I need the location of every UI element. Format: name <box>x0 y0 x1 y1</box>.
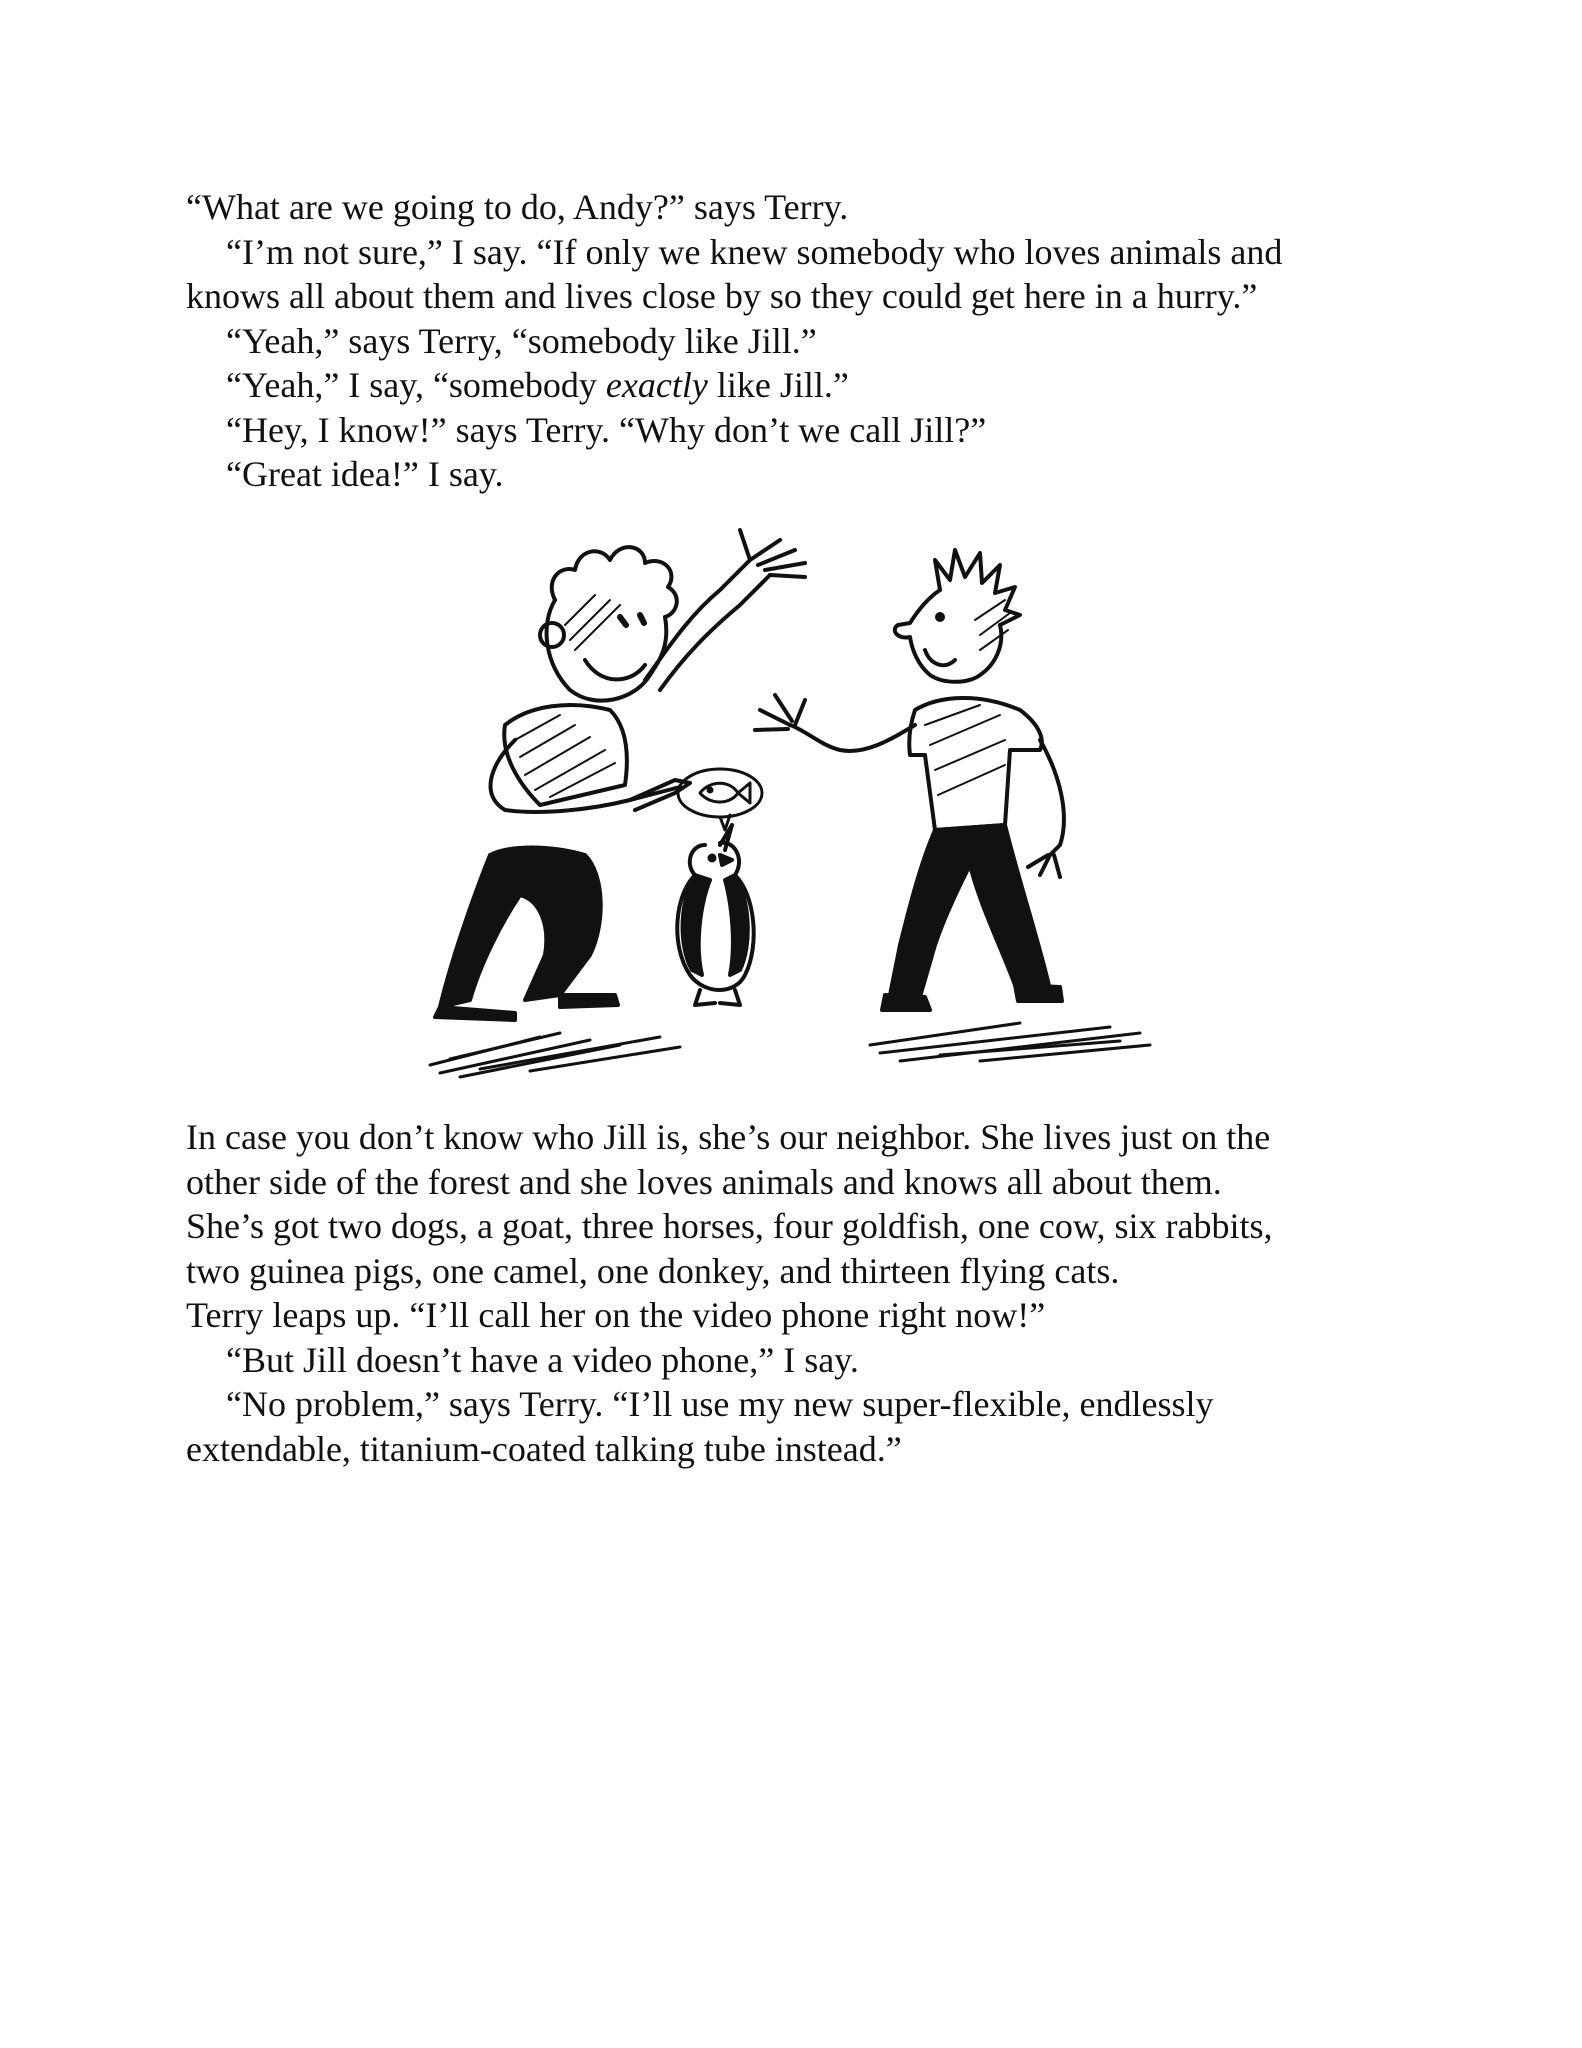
boy-right <box>755 550 1064 1010</box>
paragraph-line: Terry leaps up. “I’ll call her on the video phone right now!” <box>186 1295 1046 1335</box>
paragraph-line: In case you don’t know who Jill is, she’s our neighbor. She lives just on the <box>186 1117 1271 1157</box>
paragraph-line: other side of the forest and she loves animals and knows all about them. <box>186 1161 1222 1202</box>
paragraph-line: “No problem,” says Terry. “I’ll use my new super-flexible, endlessly <box>226 1384 1214 1424</box>
emphasis-text: exactly <box>605 365 708 405</box>
paragraph-line: extendable, titanium-coated talking tube instead.” <box>186 1428 902 1469</box>
paragraph-line: knows all about them and lives close by so they could get here in a hurry.” <box>186 276 1258 316</box>
top-passage <box>186 185 1406 497</box>
ground-shadow <box>430 1023 1150 1077</box>
paragraph-line: She’s got two dogs, a goat, three horses, four goldfish, one cow, six rabbits, <box>186 1206 1273 1246</box>
text-span: like Jill.” <box>707 365 849 405</box>
text-span: “Yeah,” I say, “somebody <box>226 365 606 405</box>
paragraph-line: “What are we going to do, Andy?” says Terry. <box>186 187 849 227</box>
paragraph-line: “Yeah,” says Terry, “somebody like Jill.” <box>226 320 817 361</box>
paragraph-line <box>186 363 1406 408</box>
illustration-two-boys-and-penguin <box>420 525 1160 1085</box>
bottom-passage <box>186 1115 1406 1471</box>
paragraph-line: “I’m not sure,” I say. “If only we knew somebody who loves animals and <box>226 231 1283 272</box>
paragraph-line: “Great idea!” I say. <box>226 454 504 494</box>
paragraph-line: two guinea pigs, one camel, one donkey, and thirteen flying cats. <box>186 1250 1120 1291</box>
illustration-drawing <box>420 525 1160 1085</box>
paragraph-line: “But Jill doesn’t have a video phone,” I say. <box>226 1339 859 1380</box>
speech-bubble-fish <box>678 769 762 830</box>
penguin-drawing <box>677 825 753 1005</box>
paragraph-line: “Hey, I know!” says Terry. “Why don’t we call Jill?” <box>226 409 987 450</box>
